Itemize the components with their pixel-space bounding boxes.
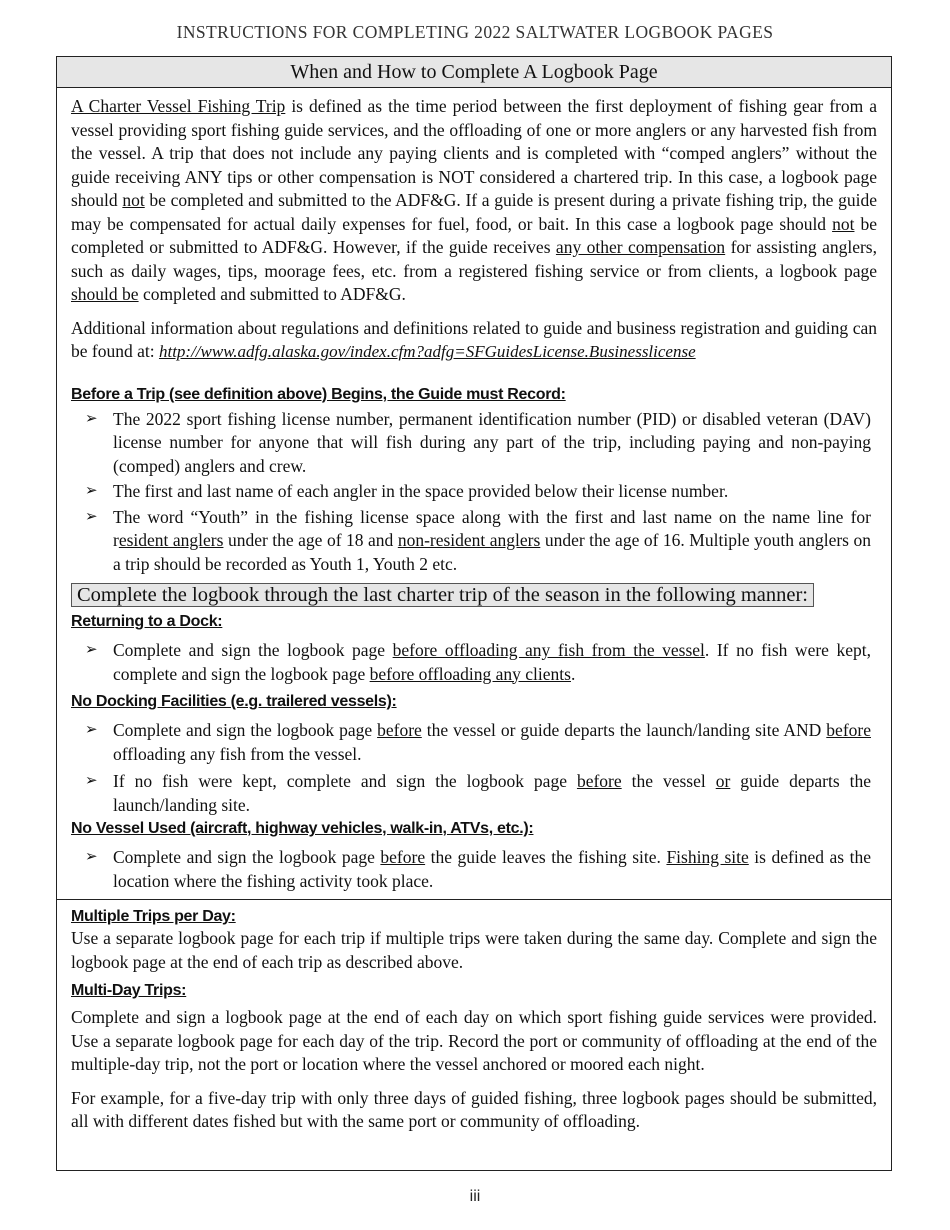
emph-before-offloading-fish: before offloading any fish from the vessel bbox=[392, 640, 705, 660]
no-dock-list bbox=[71, 719, 877, 817]
multiple-trips-text: Use a separate logbook page for each trip if multiple trips were taken during the same day. Complete and sign the logbook page at the end of each trip as described above. bbox=[71, 928, 877, 972]
arrow-bullet-icon: ➢ bbox=[85, 410, 98, 427]
page-number: iii bbox=[469, 1188, 481, 1205]
dock-heading: Returning to a Dock: bbox=[71, 613, 223, 630]
before-trip-list bbox=[71, 408, 877, 577]
intro-paragraph bbox=[71, 95, 877, 307]
arrow-bullet-icon: ➢ bbox=[85, 508, 98, 525]
emph-not-2: not bbox=[832, 213, 855, 234]
emph-before-offloading-clients: before offloading any clients bbox=[369, 663, 571, 684]
emph-not-1: not bbox=[122, 190, 145, 210]
emph-before: before bbox=[826, 720, 871, 740]
list-item-text: the vessel or guide departs the launch/landing site AND bbox=[421, 720, 827, 740]
list-item-text: Complete and sign the logbook page bbox=[113, 640, 393, 660]
additional-info-text: Additional information about regulations and definitions related to guide and business registration and guiding can be found at: bbox=[71, 317, 877, 361]
emph-before: before bbox=[380, 847, 426, 867]
multi-day-text-2: For example, for a five-day trip with only three days of guided fishing, three logbook pages should be submitted, all with different dates fished but with the same port or community of offloading. bbox=[71, 1087, 877, 1131]
emph-resident-anglers: esident anglers bbox=[118, 530, 224, 550]
list-item bbox=[71, 480, 877, 504]
intro-text-c: be completed or submitted to ADF&G. However, if the guide receives bbox=[71, 213, 877, 257]
box-content bbox=[57, 88, 891, 1134]
no-dock-heading: No Docking Facilities (e.g. trailered vessels): bbox=[71, 693, 397, 710]
list-item-text: under the age of 18 and bbox=[223, 530, 398, 550]
page-header: INSTRUCTIONS FOR COMPLETING 2022 SALTWATER LOGBOOK PAGES bbox=[176, 22, 774, 42]
box-title: When and How to Complete A Logbook Page bbox=[57, 57, 891, 88]
additional-info-paragraph bbox=[71, 317, 877, 364]
instructions-box bbox=[56, 56, 892, 1171]
arrow-bullet-icon: ➢ bbox=[85, 849, 98, 865]
intro-text-e: completed and submitted to ADF&G. bbox=[138, 284, 406, 304]
before-trip-heading: Before a Trip (see definition above) Begins, the Guide must Record: bbox=[71, 385, 566, 403]
multiple-trips-heading: Multiple Trips per Day: bbox=[71, 908, 236, 925]
intro-text-a: is defined as the time period between the first deployment of fishing gear from a vessel providing sport fishing guide services, and the offloading of one or more anglers or any harvested fish from the vessel. A trip that does not include any paying clients and is completed with “comped anglers” without the guide receiving ANY tips or other compensation is NOT considered a chartered trip. In this case, a logbook page should bbox=[71, 96, 877, 210]
arrow-bullet-icon: ➢ bbox=[85, 642, 98, 658]
intro-text-b: be completed and submitted to the ADF&G. If a guide is present during a private fishing trip, the guide may be compensated for actual daily expenses for fuel, food, or bait. In this case a logbook page should bbox=[71, 190, 877, 234]
list-item bbox=[71, 506, 877, 577]
list-item-text: The 2022 sport fishing license number, permanent identification number (PID) or disabled veteran (DAV) license number for anyone that will fish during any part of the trip, including paying and non-paying (comped) anglers and crew. bbox=[113, 408, 871, 476]
no-vessel-list bbox=[71, 846, 877, 893]
list-item-text: guide departs the launch/landing site. bbox=[113, 771, 872, 815]
list-item-text: the vessel bbox=[621, 771, 716, 791]
emph-before: before bbox=[576, 771, 622, 791]
section-divider bbox=[57, 899, 891, 900]
list-item bbox=[71, 719, 877, 766]
dock-list bbox=[71, 639, 877, 686]
list-item-text: is defined as the location where the fishing activity took place. bbox=[113, 847, 871, 891]
list-item-text: The word “Youth” in the fishing license space along with the first and last name on the name line for r bbox=[113, 506, 871, 550]
list-item-text: The first and last name of each angler in the space provided below their license number. bbox=[113, 481, 729, 501]
list-item-text: . If no fish were kept, complete and sign the logbook page bbox=[113, 640, 871, 684]
intro-text-d: for assisting anglers, such as daily wages, tips, moorage fees, etc. from a registered fishing service or from clients, a logbook page bbox=[71, 237, 877, 281]
season-banner: Complete the logbook through the last charter trip of the season in the following manner: bbox=[71, 583, 814, 607]
list-item-text: offloading any fish from the vessel. bbox=[113, 743, 362, 764]
list-item bbox=[71, 408, 877, 479]
list-item bbox=[71, 846, 877, 893]
emph-any-other-compensation: any other compensation bbox=[555, 237, 726, 257]
list-item-text: If no fish were kept, complete and sign the logbook page bbox=[113, 771, 577, 791]
list-item-text: . bbox=[570, 663, 576, 684]
arrow-bullet-icon: ➢ bbox=[85, 483, 98, 499]
emph-or: or bbox=[715, 771, 731, 791]
no-vessel-heading: No Vessel Used (aircraft, highway vehicles, walk-in, ATVs, etc.): bbox=[71, 820, 534, 837]
arrow-bullet-icon: ➢ bbox=[85, 773, 98, 789]
arrow-bullet-icon: ➢ bbox=[85, 722, 98, 738]
term-charter-trip: A Charter Vessel Fishing Trip bbox=[71, 96, 286, 116]
list-item bbox=[71, 770, 877, 817]
multi-day-text-1: Complete and sign a logbook page at the end of each day on which sport fishing guide services were provided. Use a separate logbook page for each day of the trip. Record the port or community of offloading at the end of the multiple-day trip, not the port or location where the vessel anchored or moored each night. bbox=[71, 1007, 877, 1074]
adfg-license-link[interactable]: http://www.adfg.alaska.gov/index.cfm?adfg=SFGuidesLicense.Businesslicense bbox=[158, 342, 696, 361]
emph-before: before bbox=[377, 720, 422, 740]
multi-day-heading: Multi-Day Trips: bbox=[71, 982, 187, 999]
emph-non-resident-anglers: non-resident anglers bbox=[397, 530, 541, 550]
list-item-text: under the age of 16. Multiple youth anglers on a trip should be recorded as Youth 1, Youth 2 etc. bbox=[113, 530, 871, 574]
emph-should-be: should be bbox=[71, 284, 139, 304]
list-item-text: Complete and sign the logbook page bbox=[113, 847, 381, 867]
emph-fishing-site: Fishing site bbox=[666, 847, 749, 867]
list-item-text: Complete and sign the logbook page bbox=[113, 720, 378, 740]
list-item bbox=[71, 639, 877, 686]
list-item-text: the guide leaves the fishing site. bbox=[425, 847, 667, 867]
banner-row bbox=[71, 583, 877, 607]
